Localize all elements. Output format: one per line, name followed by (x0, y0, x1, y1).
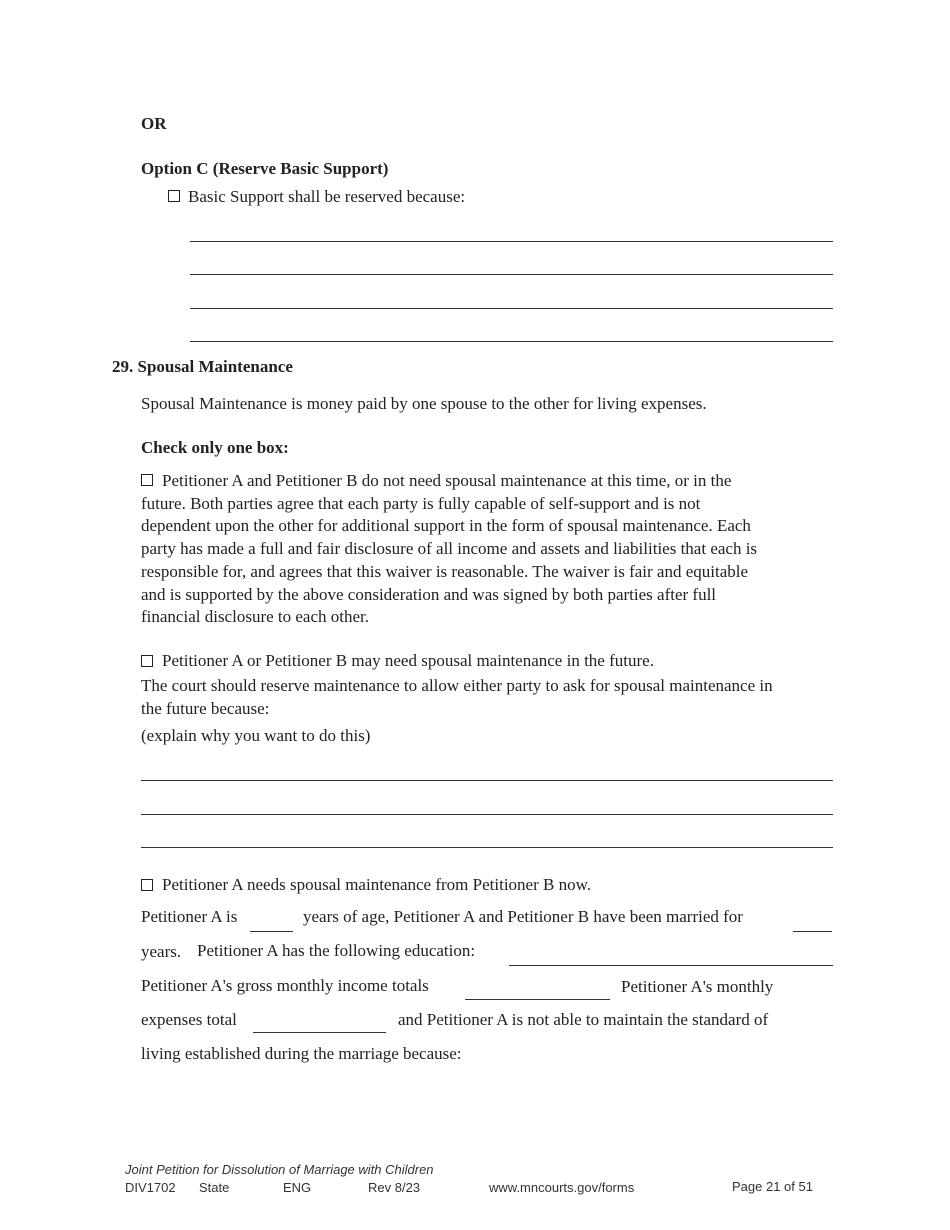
future-maintenance-line-1: The court should reserve maintenance to allow either party to ask for spousal maintenance in (141, 676, 773, 695)
age-prefix-label: Petitioner A is (141, 907, 238, 926)
explain-line-2[interactable] (141, 814, 833, 815)
age-field[interactable] (250, 931, 293, 932)
living-established-label: living established during the marriage because: (141, 1044, 462, 1063)
reserve-basic-support-label: Basic Support shall be reserved because: (188, 187, 466, 206)
gross-income-label: Petitioner A's gross monthly income totals (141, 976, 429, 995)
reason-line-4[interactable] (190, 341, 833, 342)
paragraph-line: responsible for, and agrees that this waiver is reasonable. The waiver is fair and equitable (141, 561, 749, 581)
footer-url[interactable]: www.mncourts.gov/forms (489, 1180, 635, 1195)
check-one-box-instruction: Check only one box: (141, 438, 289, 457)
reserve-basic-support-checkbox[interactable] (168, 190, 180, 202)
expenses-field[interactable] (253, 1032, 386, 1033)
education-label: Petitioner A has the following education: (197, 941, 476, 960)
gross-income-field[interactable] (465, 999, 610, 1000)
footer-form-title: Joint Petition for Dissolution of Marriage with Children (125, 1162, 434, 1177)
age-suffix-label: years of age, Petitioner A and Petitioner B have been married for (303, 907, 743, 926)
footer-page-number: Page 21 of 51 (732, 1179, 813, 1194)
paragraph-line: and is supported by the above consideration and was signed by both parties after full (141, 584, 717, 604)
maintenance-now-checkbox[interactable] (141, 879, 153, 891)
expenses-label: expenses total (141, 1010, 237, 1029)
footer-form-code: DIV1702 (125, 1180, 176, 1195)
paragraph-line: future. Both parties agree that each party is fully capable of self-support and is not (141, 493, 701, 513)
option-c-heading: Option C (Reserve Basic Support) (141, 159, 389, 178)
footer-jurisdiction: State (199, 1180, 230, 1195)
reason-line-2[interactable] (190, 274, 833, 275)
explain-line-3[interactable] (141, 847, 833, 848)
years-label: years. (141, 942, 182, 961)
paragraph-line: dependent upon the other for additional support in the form of spousal maintenance. Each (141, 516, 751, 536)
education-field[interactable] (509, 965, 833, 966)
explain-line-1[interactable] (141, 780, 833, 781)
section-29-heading: 29. Spousal Maintenance (112, 357, 293, 376)
no-maintenance-paragraph (141, 470, 841, 629)
maintenance-now-label: Petitioner A needs spousal maintenance from Petitioner B now. (162, 875, 592, 894)
future-maintenance-line-2: the future because: (141, 699, 270, 718)
reason-line-1[interactable] (190, 241, 833, 242)
monthly-label: Petitioner A's monthly (621, 977, 774, 996)
future-maintenance-label: Petitioner A or Petitioner B may need spousal maintenance in the future. (162, 651, 654, 670)
reason-line-3[interactable] (190, 308, 833, 309)
explain-hint: (explain why you want to do this) (141, 726, 371, 745)
years-married-field[interactable] (793, 931, 832, 932)
paragraph-line: Petitioner A and Petitioner B do not need spousal maintenance at this time, or in the (162, 471, 732, 490)
future-maintenance-checkbox[interactable] (141, 655, 153, 667)
footer-revision: Rev 8/23 (368, 1180, 421, 1195)
paragraph-line: financial disclosure to each other. (141, 607, 369, 627)
standard-of-living-label: and Petitioner A is not able to maintain the standard of (398, 1010, 769, 1029)
paragraph-line: party has made a full and fair disclosure of all income and assets and liabilities that each is (141, 539, 758, 559)
footer-language: ENG (283, 1180, 312, 1195)
or-label: OR (141, 114, 167, 133)
spousal-maintenance-description: Spousal Maintenance is money paid by one spouse to the other for living expenses. (141, 394, 707, 413)
